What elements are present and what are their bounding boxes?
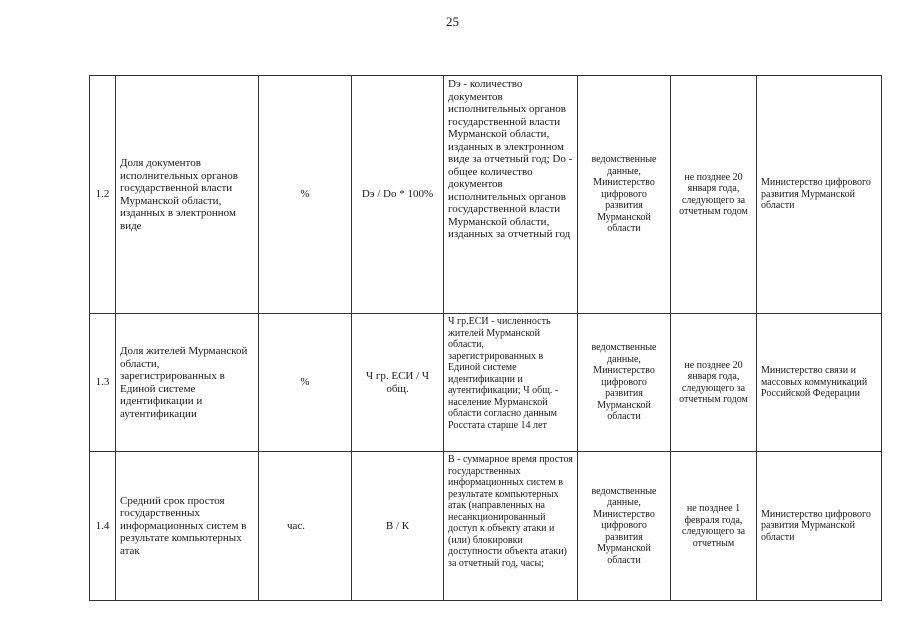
row-number: 1.2 [90,76,116,314]
calculation-formula: Ч гр. ЕСИ / Ч общ. [352,314,444,452]
data-source: ведомственные данные, Министерство цифрового развития Мурманской области [578,314,671,452]
indicator-name: Доля документов исполнительных органов государственной власти Мурманской области, изданных в электронном виде [116,76,259,314]
table-row [90,76,882,314]
data-source: ведомственные данные, Министерство цифрового развития Мурманской области [578,452,671,601]
responsible-body: Министерство цифрового развития Мурманской области [757,452,882,601]
table-row [90,314,882,452]
indicators-table [89,75,882,601]
reporting-term: не позднее 20 января года, следующего за отчетным годом [671,76,757,314]
indicator-name: Доля жителей Мурманской области, зарегистрированных в Единой системе идентификации и аутентификации [116,314,259,452]
reporting-term: не позднее 20 января года, следующего за отчетным годом [671,314,757,452]
indicator-name: Средний срок простоя государственных информационных систем в результате компьютерных атак [116,452,259,601]
calculation-formula: В / К [352,452,444,601]
row-number: 1.3 [90,314,116,452]
data-source: ведомственные данные, Министерство цифрового развития Мурманской области [578,76,671,314]
formula-description: Ч гр.ЕСИ - численность жителей Мурманской области, зарегистрированных в Единой системе идентификации и аутентификации; Ч общ. - население Мурманской области согласно данным Росстата старше 14 лет [444,314,578,452]
table-row [90,452,882,601]
responsible-body: Министерство связи и массовых коммуникаций Российской Федерации [757,314,882,452]
reporting-term: не позднее 1 февраля года, следующего за отчетным [671,452,757,601]
formula-description: В - суммарное время простоя государственных информационных систем в результате компьютерных атак (направленных на несанкционированный доступ к объекту атаки и (или) блокировки доступности объекта атаки) за отчетный год, часы; [444,452,578,601]
unit-of-measure: % [259,314,352,452]
responsible-body: Министерство цифрового развития Мурманской области [757,76,882,314]
row-number: 1.4 [90,452,116,601]
unit-of-measure: % [259,76,352,314]
unit-of-measure: час. [259,452,352,601]
formula-description: Dэ - количество документов исполнительных органов государственной власти Мурманской области, изданных в электронном виде за отчетный год; Do - общее количество документов исполнительных органов государственной власти Мурманской области, изданных за отчетный год [444,76,578,314]
calculation-formula: Dэ / Do * 100% [352,76,444,314]
page-number: 25 [446,14,459,29]
